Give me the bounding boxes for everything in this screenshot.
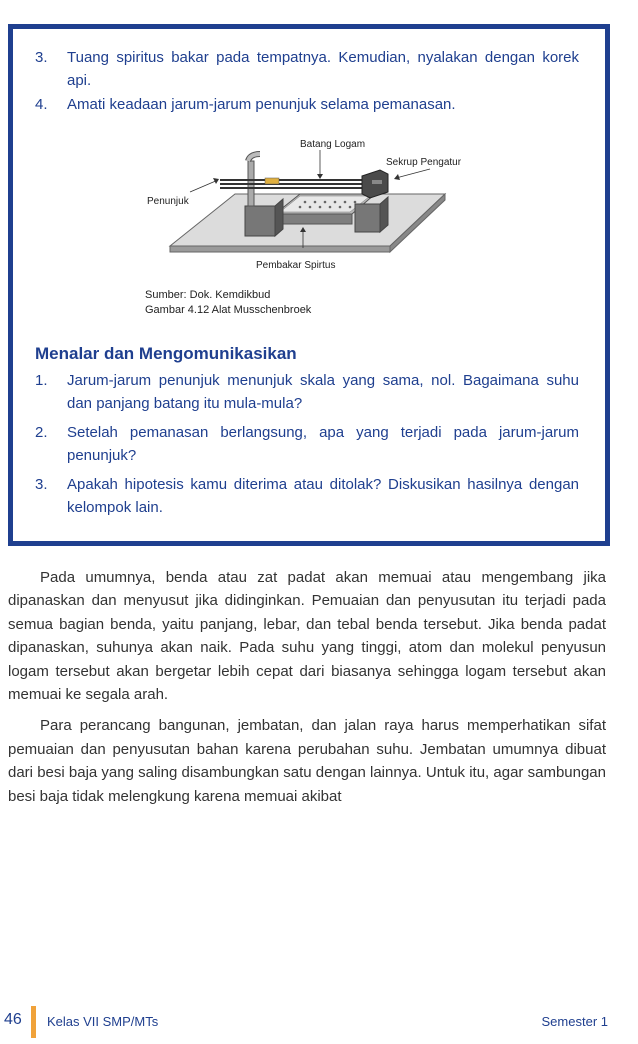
activity-steps <box>27 46 579 117</box>
paragraph: Para perancang bangunan, jembatan, dan jalan raya harus memperhatikan sifat pemuaian dan penyusutan bahan karena perubahan suhu. Jembatan umumnya dibuat dari besi baja yang saling disambungkan satu dengan lainnya. Untuk itu, agar sambungan besi baja tidak melengkung karena memuai akibat <box>8 717 606 805</box>
body-text <box>8 566 606 816</box>
page-number: 46 <box>4 1011 22 1028</box>
label-batang-logam: Batang Logam <box>300 139 366 150</box>
book-title: Kelas VII SMP/MTs <box>47 1014 159 1029</box>
question-text: Apakah hipotesis kamu diterima atau ditolak? Diskusikan hasilnya dengan kelompok lain. <box>67 476 579 516</box>
step-number: 3. <box>35 49 48 66</box>
question-number: 1. <box>35 372 48 389</box>
question-number: 2. <box>35 424 48 441</box>
label-penunjuk: Penunjuk <box>147 196 189 207</box>
figure-caption <box>145 288 311 318</box>
label-pembakar-spirtus: Pembakar Spirtus <box>256 260 336 271</box>
label-sekrup-pengatur: Sekrup Pengatur <box>386 157 462 168</box>
question-list <box>27 369 579 525</box>
step-text: Tuang spiritus bakar pada tempatnya. Kemudian, nyalakan dengan korek api. <box>67 49 579 89</box>
figure-title: Gambar 4.12 Alat Musschenbroek <box>145 304 312 316</box>
question-item <box>27 421 579 467</box>
activity-step <box>27 46 579 92</box>
question-item <box>27 369 579 415</box>
activity-step <box>27 93 579 116</box>
section-title: Menalar dan Mengomunikasikan <box>35 344 297 363</box>
step-text: Amati keadaan jarum-jarum penunjuk selama pemanasan. <box>67 96 456 113</box>
page-footer <box>0 1006 638 1038</box>
footer-divider <box>31 1006 36 1038</box>
semester-label: Semester 1 <box>541 1014 608 1029</box>
paragraph: Pada umumnya, benda atau zat padat akan memuai atau mengembang jika dipanaskan dan menyusut jika didinginkan. Pemuaian dan penyusutan itu terjadi pada semua bagian benda, yaitu panjang, lebar, dan tebal benda tersebut. Jika benda padat dipanaskan, suhunya akan naik. Pada suhu yang tinggi, atom dan molekul penyusun logam tersebut akan bergetar lebih cepat dari biasanya sehingga logam tersebut akan memuai ke segala arah. <box>8 569 606 704</box>
question-item <box>27 473 579 519</box>
question-number: 3. <box>35 476 48 493</box>
musschenbroek-figure <box>140 136 470 276</box>
step-number: 4. <box>35 96 48 113</box>
question-text: Jarum-jarum penunjuk menunjuk skala yang sama, nol. Bagaimana suhu dan panjang batang itu mula-mula? <box>67 372 579 412</box>
figure-source: Sumber: Dok. Kemdikbud <box>145 289 271 301</box>
question-text: Setelah pemanasan berlangsung, apa yang terjadi pada jarum-jarum penunjuk? <box>67 424 579 464</box>
